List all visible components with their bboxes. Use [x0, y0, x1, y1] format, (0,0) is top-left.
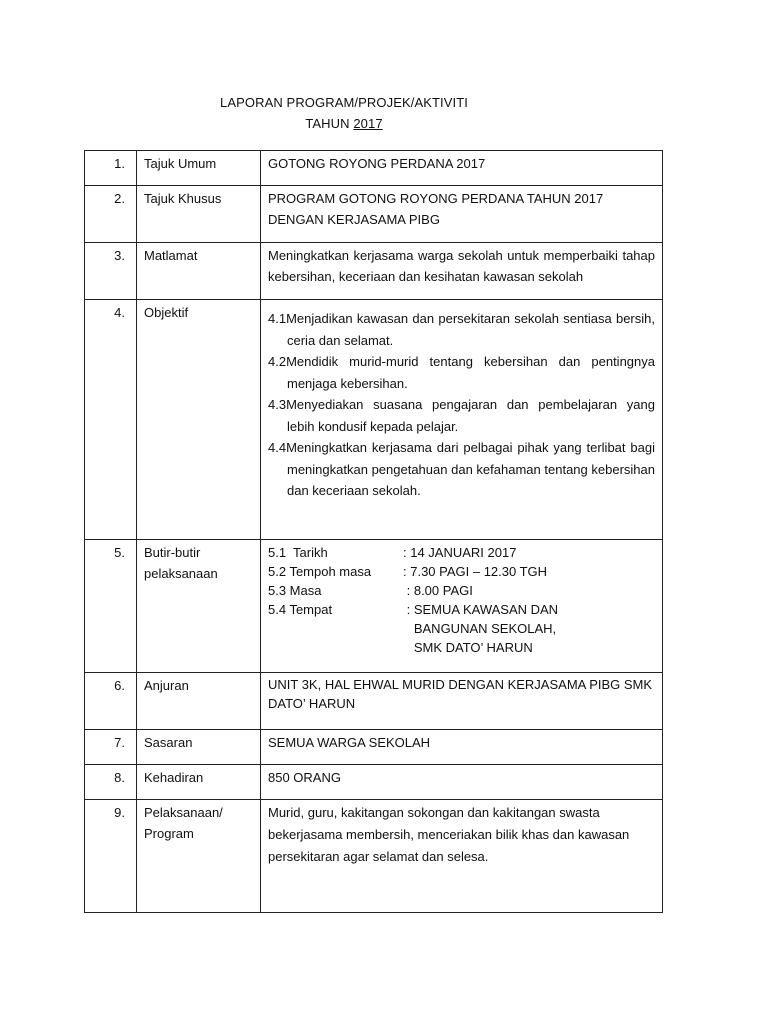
report-table — [84, 150, 663, 913]
detail-label — [268, 619, 403, 638]
row-label: Sasaran — [137, 730, 261, 765]
row-number: 2. — [85, 186, 137, 243]
detail-value: : 8.00 PAGI — [403, 583, 473, 598]
content-line: DATO’ HARUN — [268, 696, 356, 711]
content-line: UNIT 3K, HAL EHWAL MURID DENGAN KERJASAMA PIBG SMK — [268, 677, 653, 692]
row-tajuk-khusus — [85, 186, 663, 243]
row-label: Tajuk Umum — [137, 151, 261, 186]
content-line: DENGAN KERJASAMA PIBG — [268, 212, 440, 227]
row-content: SEMUA WARGA SEKOLAH — [261, 730, 663, 765]
detail-value: : 7.30 PAGI – 12.30 TGH — [403, 564, 548, 579]
label-line: Butir-butir — [144, 545, 201, 560]
row-content: 850 ORANG — [261, 765, 663, 800]
objective-text: Menjadikan kawasan dan persekitaran sekolah sentiasa bersih, ceria dan selamat. — [286, 311, 655, 348]
detail-label: 5.4 Tempat — [268, 602, 333, 617]
row-label: Tajuk Khusus — [137, 186, 261, 243]
objective-item — [268, 351, 655, 394]
report-subtitle — [0, 116, 688, 131]
detail-label: 5.2 Tempoh masa — [268, 564, 372, 579]
row-content — [261, 673, 663, 730]
detail-label — [268, 638, 403, 657]
row-content — [261, 300, 663, 540]
objective-text: Meningkatkan kerjasama dari pelbagai pihak yang terlibat bagi meningkatkan pengetahuan dan kefahaman tentang kebersihan dan keceriaan sekolah. — [286, 440, 655, 498]
row-number: 7. — [85, 730, 137, 765]
objective-number: 4.4 — [268, 440, 287, 455]
objective-text: Mendidik murid-murid tentang kebersihan dan pentingnya menjaga kebersihan. — [286, 354, 655, 391]
row-number: 5. — [85, 540, 137, 673]
objective-number: 4.1 — [268, 311, 287, 326]
objective-item — [268, 308, 655, 351]
label-line: Pelaksanaan/ — [144, 805, 223, 820]
objective-list — [268, 302, 655, 502]
row-label — [137, 540, 261, 673]
row-label — [137, 800, 261, 913]
row-butir-pelaksanaan — [85, 540, 663, 673]
row-objektif — [85, 300, 663, 540]
row-tajuk-umum — [85, 151, 663, 186]
row-number: 3. — [85, 243, 137, 300]
detail-value: SMK DATO’ HARUN — [403, 640, 533, 655]
subtitle-year: 2017 — [353, 116, 383, 131]
row-anjuran — [85, 673, 663, 730]
row-number: 6. — [85, 673, 137, 730]
objective-item — [268, 437, 655, 502]
row-content — [261, 540, 663, 673]
row-content — [261, 186, 663, 243]
label-line: Program — [144, 826, 194, 841]
label-line: pelaksanaan — [144, 566, 218, 581]
row-sasaran — [85, 730, 663, 765]
detail-value: BANGUNAN SEKOLAH, — [403, 621, 557, 636]
row-label: Anjuran — [137, 673, 261, 730]
detail-label: 5.1 Tarikh — [268, 545, 328, 560]
objective-number: 4.2 — [268, 354, 287, 369]
row-label: Matlamat — [137, 243, 261, 300]
row-number: 8. — [85, 765, 137, 800]
implementation-details — [268, 542, 655, 657]
row-number: 4. — [85, 300, 137, 540]
row-matlamat — [85, 243, 663, 300]
row-label: Objektif — [137, 300, 261, 540]
objective-text: Menyediakan suasana pengajaran dan pembelajaran yang lebih kondusif kepada pelajar. — [286, 397, 655, 434]
subtitle-prefix: TAHUN — [305, 116, 354, 131]
row-content: Meningkatkan kerjasama warga sekolah untuk memperbaiki tahap kebersihan, keceriaan dan kesihatan kawasan sekolah — [261, 243, 663, 300]
report-title: LAPORAN PROGRAM/PROJEK/AKTIVITI — [220, 95, 468, 110]
row-label: Kehadiran — [137, 765, 261, 800]
row-content: Murid, guru, kakitangan sokongan dan kakitangan swasta bekerjasama membersih, menceriakan bilik khas dan kawasan persekitaran agar selamat dan selesa. — [261, 800, 663, 913]
row-number: 9. — [85, 800, 137, 913]
detail-value: : 14 JANUARI 2017 — [403, 545, 517, 560]
content-line: PROGRAM GOTONG ROYONG PERDANA TAHUN 2017 — [268, 191, 604, 206]
detail-value: : SEMUA KAWASAN DAN — [403, 602, 559, 617]
detail-label: 5.3 Masa — [268, 583, 322, 598]
row-pelaksanaan-program — [85, 800, 663, 913]
objective-number: 4.3 — [268, 397, 287, 412]
objective-item — [268, 394, 655, 437]
row-number: 1. — [85, 151, 137, 186]
row-content: GOTONG ROYONG PERDANA 2017 — [261, 151, 663, 186]
row-kehadiran — [85, 765, 663, 800]
